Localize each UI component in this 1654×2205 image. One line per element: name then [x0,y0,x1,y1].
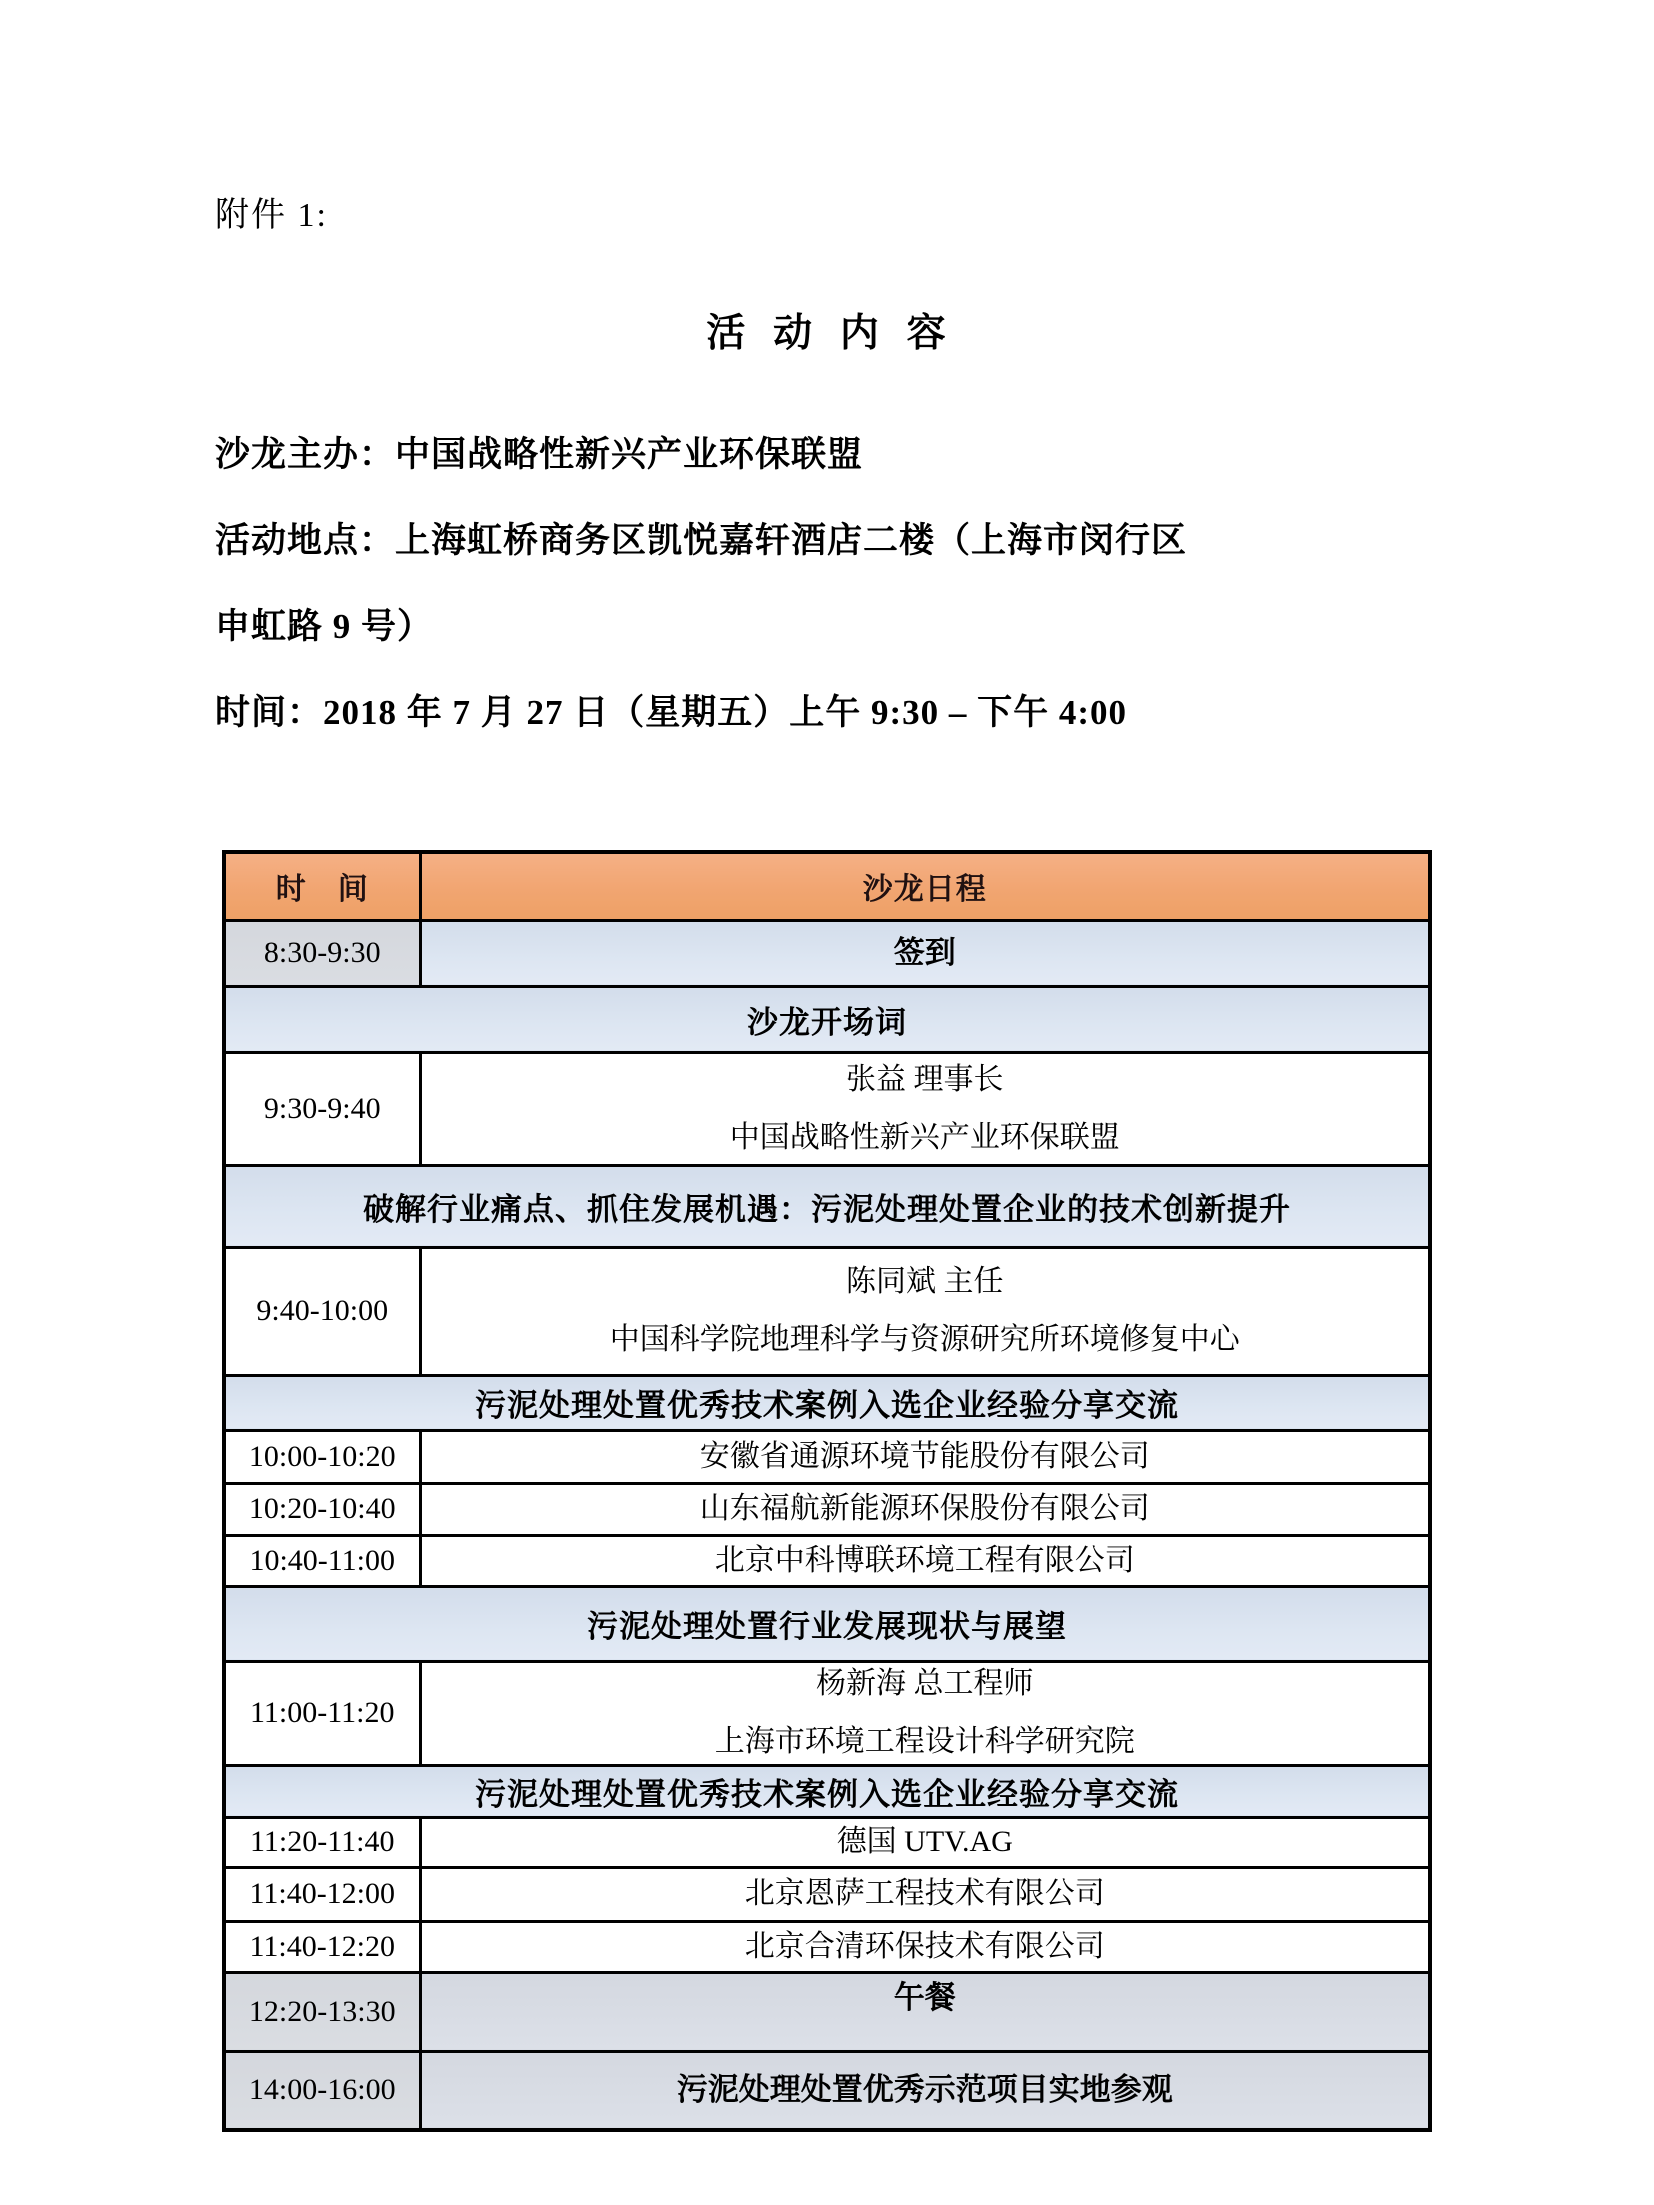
time-cell: 10:00-10:20 [224,1430,420,1483]
agenda-line: 北京恩萨工程技术有限公司 [744,1877,1105,1910]
attachment-label: 附件 1: [215,197,328,234]
schedule-row [224,2051,1430,2130]
section-row [224,1586,1430,1661]
time-cell: 10:20-10:40 [224,1483,420,1535]
section-title-cell: 污泥处理处置优秀技术案例入选企业经验分享交流 [224,1375,1430,1430]
agenda-cell [420,1430,1430,1483]
time-cell: 11:40-12:00 [224,1867,420,1921]
agenda-cell [420,1247,1430,1375]
agenda-cell [420,1483,1430,1535]
time-cell: 11:20-11:40 [224,1817,420,1867]
schedule-row [224,1535,1430,1586]
agenda-cell [420,2051,1430,2130]
table-header-agenda: 沙龙日程 [420,852,1430,920]
time-cell: 11:40-12:20 [224,1921,420,1972]
section-title-cell: 破解行业痛点、抓住发展机遇：污泥处理处置企业的技术创新提升 [224,1165,1430,1247]
event-info [215,412,1439,756]
agenda-line: 杨新海 总工程师 [816,1667,1034,1700]
schedule-row [224,1052,1430,1165]
time-cell: 12:20-13:30 [224,1972,420,2051]
agenda-line: 陈同斌 主任 [846,1265,1004,1298]
schedule-table [222,850,1432,2132]
agenda-cell [420,1867,1430,1921]
time-cell: 14:00-16:00 [224,2051,420,2130]
agenda-line: 北京合清环保技术有限公司 [744,1929,1105,1963]
section-row [224,986,1430,1052]
info-line: 活动地点：上海虹桥商务区凯悦嘉轩酒店二楼（上海市闵行区 [215,521,1188,560]
agenda-cell [420,1921,1430,1972]
agenda-cell [420,1661,1430,1765]
time-cell: 10:40-11:00 [224,1535,420,1586]
agenda-line: 午餐 [893,1979,956,2015]
section-row [224,1165,1430,1247]
time-cell: 8:30-9:30 [224,920,420,986]
table-header-row [224,852,1430,920]
info-line: 时间：2018 年 7 月 27 日（星期五）上午 9:30 – 下午 4:00 [215,693,1128,732]
agenda-line: 北京中科博联环境工程有限公司 [714,1543,1135,1577]
schedule-row [224,1661,1430,1765]
schedule-row [224,1921,1430,1972]
agenda-cell [420,1972,1430,2051]
schedule-row [224,1483,1430,1535]
schedule-row [224,1867,1430,1921]
agenda-line: 山东福航新能源环保股份有限公司 [699,1492,1150,1525]
agenda-line: 签到 [893,935,956,970]
agenda-line: 张益 理事长 [846,1062,1004,1096]
agenda-line: 上海市环境工程设计科学研究院 [714,1725,1135,1758]
table-header-time: 时 间 [224,852,420,920]
schedule-row [224,1247,1430,1375]
time-cell: 9:30-9:40 [224,1052,420,1165]
section-row [224,1765,1430,1817]
section-title-cell: 沙龙开场词 [224,986,1430,1052]
agenda-line: 德国 UTV.AG [836,1825,1013,1858]
schedule-row [224,1972,1430,2051]
agenda-line: 中国科学院地理科学与资源研究所环境修复中心 [609,1323,1240,1356]
schedule-row [224,920,1430,986]
section-title-cell: 污泥处理处置行业发展现状与展望 [224,1586,1430,1661]
info-line: 申虹路 9 号） [215,607,434,646]
agenda-line: 中国战略性新兴产业环保联盟 [729,1120,1120,1154]
agenda-cell [420,1052,1430,1165]
agenda-cell [420,1817,1430,1867]
section-row [224,1375,1430,1430]
time-cell: 9:40-10:00 [224,1247,420,1375]
time-cell: 11:00-11:20 [224,1661,420,1765]
info-line: 沙龙主办：中国战略性新兴产业环保联盟 [215,435,864,474]
page-title: 活 动 内 容 [706,312,948,355]
agenda-line: 污泥处理处置优秀示范项目实地参观 [676,2072,1173,2108]
schedule-table-body [224,920,1430,2130]
agenda-line: 安徽省通源环境节能股份有限公司 [699,1439,1150,1473]
schedule-row [224,1817,1430,1867]
section-title-cell: 污泥处理处置优秀技术案例入选企业经验分享交流 [224,1765,1430,1817]
agenda-cell [420,1535,1430,1586]
schedule-row [224,1430,1430,1483]
agenda-cell [420,920,1430,986]
